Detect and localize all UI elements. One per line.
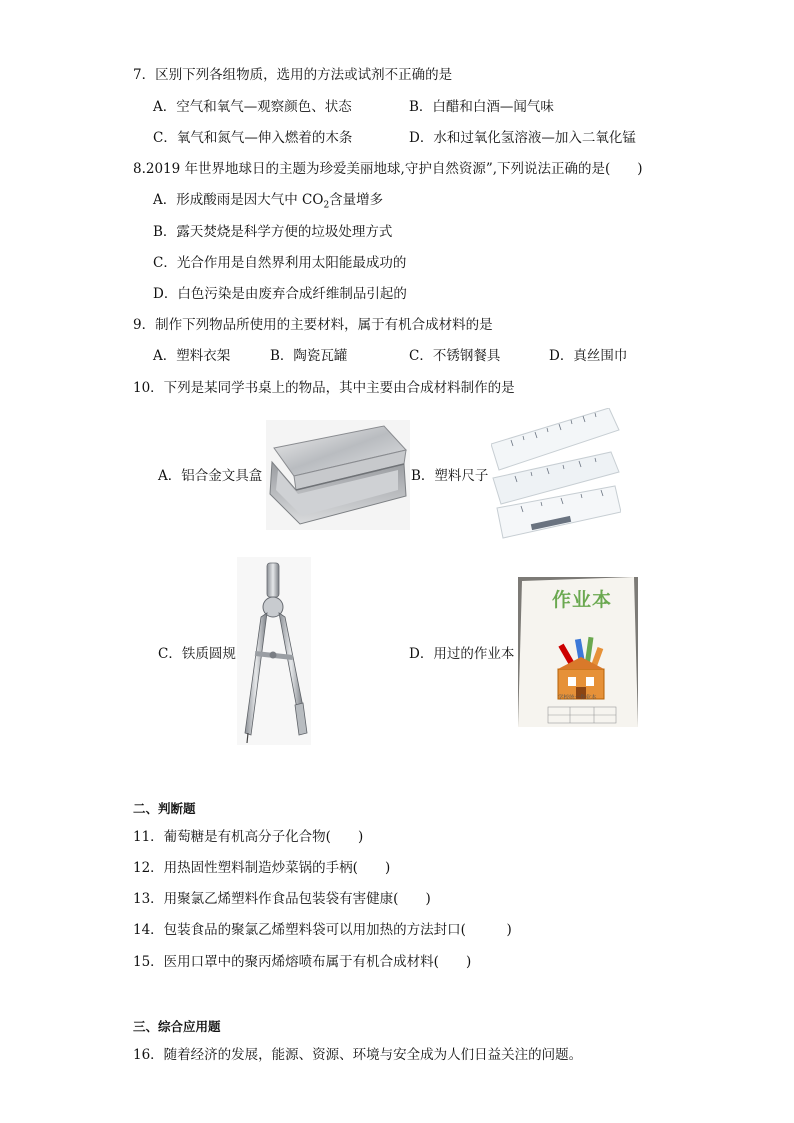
q7-option-b: B．白醋和白酒—闻气味 [409, 99, 554, 115]
notebook-title: 作业本 [552, 589, 613, 611]
q9-option-a: A．塑料衣架 [153, 348, 231, 364]
notebook-caption: 学校统一作业本 [558, 695, 597, 701]
q8-option-b: B．露天焚烧是科学方便的垃圾处理方式 [153, 224, 393, 240]
pencil-case-photo [266, 420, 410, 530]
q14: 14．包装食品的聚氯乙烯塑料袋可以用加热的方法封口( ) [133, 922, 512, 938]
q8-stem: 8.2019 年世界地球日的主题为珍爱美丽地球,守护自然资源”,下列说法正确的是( ) [133, 161, 643, 177]
q11: 11．葡萄糖是有机高分子化合物( ) [133, 829, 364, 845]
q10-option-a: A．铝合金文具盒 [158, 468, 263, 484]
section2-title: 二、判断题 [133, 801, 196, 816]
q7-option-c: C．氧气和氮气—伸入燃着的木条 [153, 130, 353, 146]
compass-photo [237, 557, 311, 745]
q10-option-b: B．塑料尺子 [411, 468, 489, 484]
q8-option-a-pre: A．形成酸雨是因大气中 CO [153, 192, 324, 208]
q15: 15．医用口罩中的聚丙烯熔喷布属于有机合成材料( ) [133, 954, 472, 970]
q7-stem: 7．区别下列各组物质，选用的方法或试剂不正确的是 [133, 67, 453, 83]
q9-stem: 9．制作下列物品所使用的主要材料，属于有机合成材料的是 [133, 317, 493, 333]
q8-option-a-post: 含量增多 [329, 192, 384, 208]
q8-option-d: D．白色污染是由废弃合成纤维制品引起的 [153, 286, 407, 302]
q12: 12．用热固性塑料制造炒菜锅的手柄( ) [133, 860, 391, 876]
notebook-photo [518, 577, 638, 727]
q8-option-a [153, 191, 383, 215]
q9-option-c: C．不锈钢餐具 [409, 348, 501, 364]
q9-option-b: B．陶瓷瓦罐 [270, 348, 348, 364]
q10-option-c: C．铁质圆规 [158, 646, 236, 662]
ruler-photo [491, 408, 621, 540]
q7-option-a: A．空气和氧气—观察颜色、状态 [153, 99, 352, 115]
q10-option-d: D．用过的作业本 [409, 646, 515, 662]
q9-option-d: D．真丝围巾 [549, 348, 628, 364]
q10-stem: 10．下列是某同学书桌上的物品，其中主要由合成材料制作的是 [133, 380, 515, 396]
q8-option-a-sub: 2 [323, 200, 330, 211]
q8-option-c: C．光合作用是自然界利用太阳能最成功的 [153, 255, 407, 271]
q13: 13．用聚氯乙烯塑料作食品包装袋有害健康( ) [133, 891, 431, 907]
q16: 16．随着经济的发展，能源、资源、环境与安全成为人们日益关注的问题。 [133, 1047, 583, 1063]
section3-title: 三、综合应用题 [133, 1019, 221, 1034]
q7-option-d: D．水和过氧化氢溶液—加入二氧化锰 [409, 130, 636, 146]
